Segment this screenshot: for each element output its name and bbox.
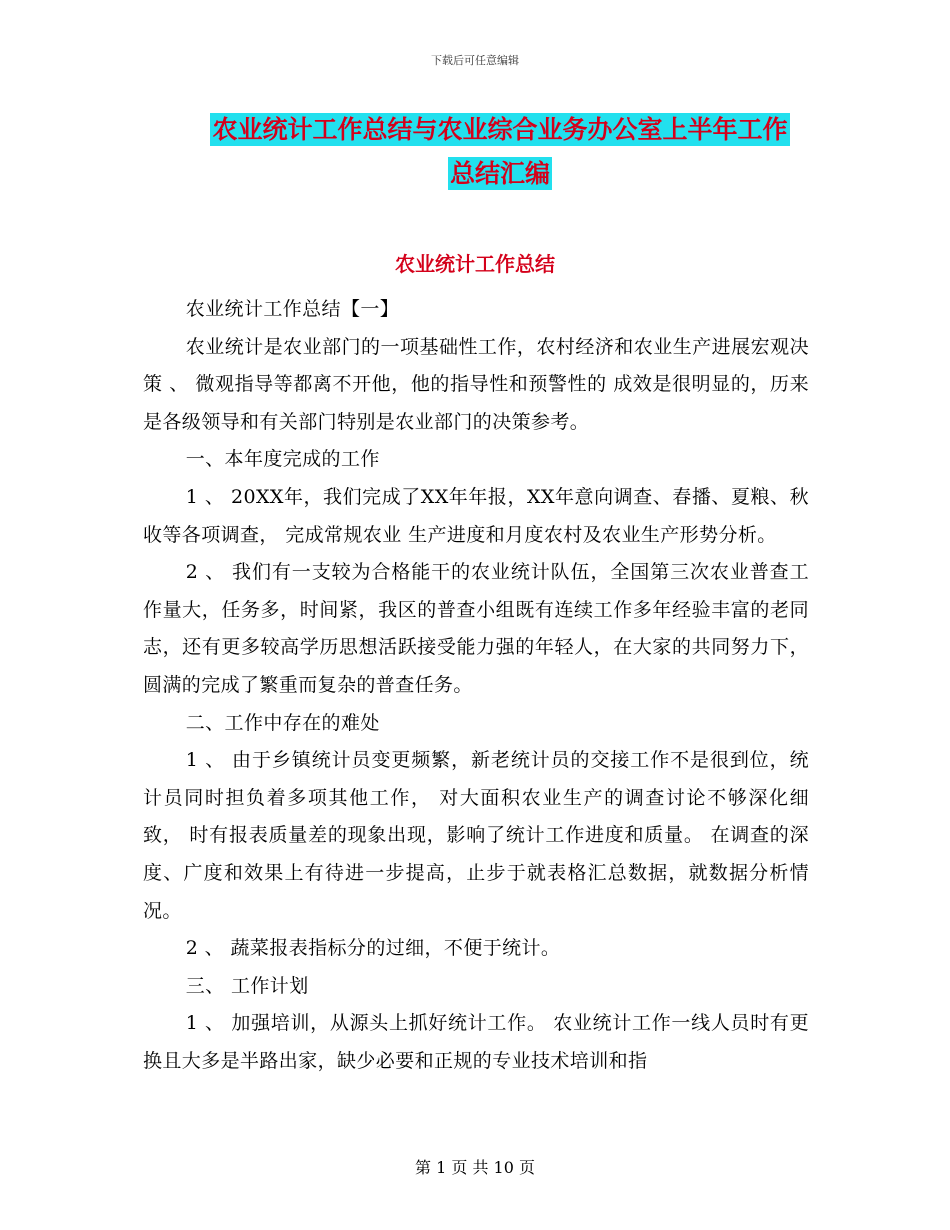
page-footer: 第 1 页 共 10 页 — [415, 1158, 535, 1177]
paragraph: 农业统计是农业部门的一项基础性工作，农村经济和农业生产进展宏观决策 、 微观指导等都离不开他，他的指导性和预警性的 成效是很明显的，历来是各级领导和有关部门特别是农业部门的决策参考。 — [143, 335, 809, 433]
paragraph: 1 、 20XX年，我们完成了XX年年报，XX年意向调查、春播、夏粮、秋收等各项调查， 完成常规农业 生产进度和月度农村及农业生产形势分析。 — [143, 485, 809, 546]
document-title — [160, 108, 840, 196]
paragraph: 农业统计工作总结【一】 — [185, 298, 400, 320]
document-title-line-1: 农业统计工作总结与农业综合业务办公室上半年工作 — [212, 115, 788, 144]
header-note: 下载后可任意编辑 — [431, 54, 519, 67]
paragraph: 2 、 蔬菜报表指标分的过细，不便于统计。 — [185, 937, 561, 960]
paragraph: 三、 工作计划 — [185, 974, 309, 997]
paragraph: 二、工作中存在的难处 — [185, 711, 380, 734]
document-body — [143, 291, 809, 1080]
document-title-line-2: 总结汇编 — [449, 159, 550, 188]
paragraph: 1 、 加强培训，从源头上抓好统计工作。 农业统计工作一线人员时有更换且大多是半路出家，缺少必要和正规的专业技术培训和指 — [143, 1012, 809, 1072]
paragraph: 2 、 我们有一支较为合格能干的农业统计队伍，全国第三次农业普查工作量大，任务多，时间紧，我区的普查小组既有连续工作多年经验丰富的老同志，还有更多较高学历思想活跃接受能力强的年轻人，在大家的共同努力下，圆满的完成了繁重而复杂的普查任务。 — [143, 561, 809, 696]
paragraph: 一、本年度完成的工作 — [185, 448, 380, 471]
paragraph: 1 、 由于乡镇统计员变更频繁，新老统计员的交接工作不是很到位，统计员同时担负着多项其他工作， 对大面积农业生产的调查讨论不够深化细致， 时有报表质量差的现象出现，影响了统计工作进度和质量。 在调查的深度、广度和效果上有待进一步提高，止步于就表格汇总数据，就数据分析情况。 — [143, 749, 809, 922]
section-title: 农业统计工作总结 — [395, 252, 555, 276]
